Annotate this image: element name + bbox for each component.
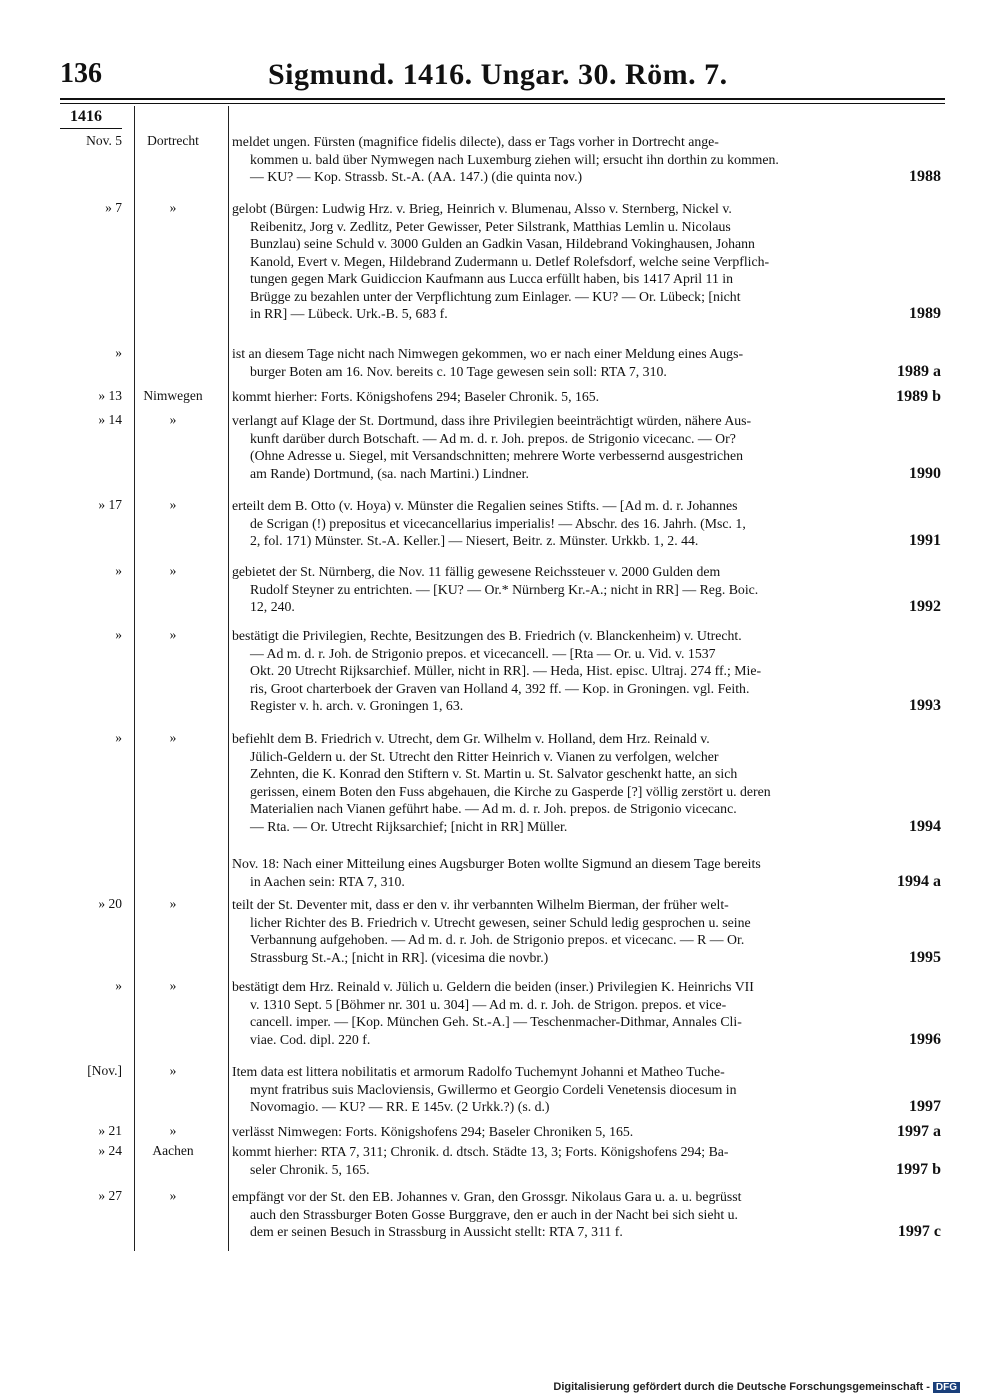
page-number: 136 (60, 58, 102, 89)
entry-line: de Scrigan (!) prepositus et vicecancellarius imperialis! — Abschr. des 16. Jahrh. (Msc. 1, (250, 515, 746, 531)
entry-place: » (169, 896, 177, 911)
entry-number: 1994 a (897, 872, 941, 890)
header-rule-thin (60, 103, 945, 104)
entry-date: » 14 (98, 412, 122, 427)
entry-place: » (169, 200, 177, 215)
entry-line: erteilt dem B. Otto (v. Hoya) v. Münster die Regalien seines Stifts. — [Ad m. d. r. Johannes (232, 498, 738, 513)
entry-number: 1997 b (896, 1160, 941, 1178)
entry-line: — KU? — Kop. Strassb. St.-A. (AA. 147.) (die quinta nov.) (250, 169, 583, 184)
entry-number: 1988 (909, 168, 941, 185)
entry-date: » 13 (98, 388, 122, 403)
entry-place: » (169, 1063, 177, 1078)
entry-line: Zehnten, die K. Konrad den Stiftern v. St. Martin u. St. Salvator geschenkt hatte, an sich (250, 766, 738, 781)
entry-line: Strassburg St.-A.; [nicht in RR]. (vicesima die novbr.) (250, 949, 549, 965)
entry-line: Reibenitz, Jorg v. Zedlitz, Peter Gewisser, Peter Silstrank, Matthias Lemlin u. Nicolaus (250, 218, 731, 234)
entry-text (232, 978, 941, 1048)
entry-line: gerissen, einem Boten den Fuss abgehauen, die Kirche zu Gasperde [?] völlig zerstört u. deren (250, 783, 771, 799)
entry-line: — Rta. — Or. Utrecht Rijksarchief; [nicht in RR] Müller. (250, 818, 568, 834)
entry-date: » (115, 978, 122, 993)
entry-line: licher Richter des B. Friedrich v. Utrecht gewesen, seiner Schuld ledig gesprochen u. seine (250, 914, 751, 930)
column-divider-date (134, 106, 135, 1251)
entry-number: 1995 (909, 948, 941, 966)
entry-place: » (169, 627, 177, 642)
entry-line: Novomagio. — KU? — RR. E 145v. (2 Urkk.?) (s. d.) (250, 1099, 550, 1114)
entry-line: auch den Strassburger Boten Gosse Burggrave, den er auch in der Nacht bei sich sieht u. (250, 1206, 738, 1222)
entry-line: teilt der St. Deventer mit, dass er den v. ihr verbannten Wilhelm Bierman, der früher welt- (232, 897, 729, 912)
entry-date: » 24 (98, 1143, 122, 1158)
entry-text (232, 1123, 941, 1141)
entry-line: (Ohne Adresse u. Siegel, mit Versandschnitten; mehrere Worte verbessernd ausgestrichen (250, 448, 744, 463)
entry-line: kunft darüber durch Botschaft. — Ad m. d. r. Joh. prepos. de Strigonio vicecanc. — Or? (250, 430, 736, 446)
entry-line: Nov. 18: Nach einer Mitteilung eines Augsburger Boten wollte Sigmund an diesem Tage bereits (232, 856, 761, 871)
entry-line: bestätigt dem Hrz. Reinald v. Jülich u. Geldern die beiden (inser.) Privilegien K. Heinrichs VII (232, 979, 754, 994)
header-rule (60, 98, 945, 100)
entry-date: » (115, 563, 122, 578)
entry-line: kommt hierher: Forts. Königshofens 294; Baseler Chronik. 5, 165. (232, 389, 600, 404)
entry-text (232, 1143, 941, 1178)
entry-line: in Aachen sein: RTA 7, 310. (250, 873, 405, 889)
entry-date: » (115, 730, 122, 745)
entry-line: Bunzlau) seine Schuld v. 3000 Gulden an Gadkin Vasan, Hildebrand Vokinghausen, Johann (250, 236, 755, 251)
entry-text (232, 627, 941, 715)
entry-line: v. 1310 Sept. 5 [Böhmer nr. 301 u. 304] — Ad m. d. r. Joh. de Strigon. prepos. et vice- (250, 996, 727, 1012)
entry-line: Register v. h. arch. v. Groningen 1, 63. (250, 698, 464, 713)
entry-line: ist an diesem Tage nicht nach Nimwegen gekommen, wo er nach einer Meldung eines Augs- (232, 346, 744, 361)
entry-text (232, 855, 941, 890)
entry-line: viae. Cod. dipl. 220 f. (250, 1031, 371, 1047)
entry-line: bestätigt die Privilegien, Rechte, Besitzungen des B. Friedrich (v. Blanckenheim) v. Utrecht. (232, 628, 742, 643)
entry-line: kommen u. bald über Nymwegen nach Luxemburg ziehen will; ersucht ihn dorthin zu kommen. (250, 151, 779, 167)
column-divider-place (228, 106, 229, 1251)
entry-line: mynt fratribus suis Macloviensis, Gwillermo et Georgio Cordeli Venetensis diocesum in (250, 1081, 737, 1097)
running-title: Sigmund. 1416. Ungar. 30. Röm. 7. (268, 58, 728, 91)
entry-text (232, 200, 941, 323)
entry-place: » (169, 563, 177, 578)
entry-number: 1990 (909, 464, 941, 482)
entry-date: [Nov.] (87, 1063, 122, 1078)
entry-number: 1997 (909, 1098, 941, 1115)
entry-line: Materialien nach Vianen geführt habe. — Ad m. d. r. Joh. prepos. de Strigonio vicecanc. (250, 801, 737, 816)
entry-date: » 7 (105, 200, 122, 215)
entry-date: » 21 (98, 1123, 122, 1138)
entry-date: » 20 (98, 896, 122, 911)
entry-line: cancell. imper. — [Kop. München Geh. St.-A.] — Teschenmacher-Dithmar, Annales Cli- (250, 1014, 742, 1029)
entry-place: » (169, 978, 177, 993)
entry-date: » 17 (98, 497, 122, 512)
entry-line: empfängt vor der St. den EB. Johannes v. Gran, den Grossgr. Nikolaus Gara u. a. u. begrüsst (232, 1189, 742, 1204)
entry-line: dem er seinen Besuch in Strassburg in Aussicht stellt: RTA 7, 311 f. (250, 1224, 623, 1239)
entry-number: 1994 (909, 817, 941, 835)
year-rule (60, 128, 122, 129)
year-heading: 1416 (70, 108, 102, 125)
entry-line: befiehlt dem B. Friedrich v. Utrecht, dem Gr. Wilhelm v. Holland, dem Hrz. Reinald v. (232, 731, 710, 746)
entry-place: » (169, 1188, 177, 1203)
page-header (60, 58, 945, 98)
entry-text (232, 563, 941, 616)
entry-line: Verbannung aufgehoben. — Ad m. d. r. Joh. de Strigonio prepos. et vicecanc. — R — Or. (250, 932, 745, 947)
entry-text (232, 388, 941, 406)
entry-date: Nov. 5 (86, 133, 122, 148)
entry-line: tungen gegen Mark Guidiccion Kaufmann aus Lucca erfüllt haben, bis 1417 April 11 in (250, 271, 734, 286)
entry-line: am Rande) Dortmund, (sa. nach Martini.) Lindner. (250, 465, 529, 481)
entry-line: in RR] — Lübeck. Urk.-B. 5, 683 f. (250, 306, 448, 321)
entry-place: Dortrecht (147, 133, 199, 148)
entry-place: » (169, 497, 177, 512)
entry-line: Okt. 20 Utrecht Rijksarchief. Müller, nicht in RR]. — Heda, Hist. episc. Ultraj. 274 ff.; Mie- (250, 663, 762, 678)
entry-text (232, 730, 941, 835)
entry-line: ris, Groot charterboek der Graven van Holland 4, 392 ff. — Kop. in Groningen. vgl. Feith. (250, 680, 750, 696)
entry-date: » (115, 345, 122, 360)
entry-line: Jülich-Geldern u. der St. Utrecht den Ritter Heinrich v. Vianen zu verfolgen, welcher (250, 748, 719, 764)
entry-number: 1997 a (897, 1123, 941, 1140)
entry-line: seler Chronik. 5, 165. (250, 1161, 370, 1177)
entry-text (232, 497, 941, 550)
entry-date: » (115, 627, 122, 642)
entry-line: Kanold, Evert v. Megen, Hildebrand Zudermann u. Detlef Rolefsdorf, welche seine Verpflich- (250, 253, 770, 269)
entry-line: Rudolf Steyner zu entrichten. — [KU? — Or.* Nürnberg Kr.-A.; nicht in RR] — Reg. Boic. (250, 581, 759, 597)
entry-number: 1997 c (897, 1223, 941, 1240)
entry-text (232, 1063, 941, 1116)
entry-line: meldet ungen. Fürsten (magnifice fidelis dilecte), dass er Tags vorher in Dortrecht ange- (232, 134, 719, 149)
credit-text: Digitalisierung gefördert durch die Deutsche Forschungsgemeinschaft - (553, 1381, 930, 1393)
entry-line: Brügge zu bezahlen unter der Verpflichtung zum Einlager. — KU? — Or. Lübeck; [nicht (250, 288, 741, 304)
digitization-credit (553, 1381, 960, 1393)
entry-text (232, 1188, 941, 1241)
entry-text (232, 133, 941, 186)
entry-number: 1992 (909, 598, 941, 615)
entry-number: 1989 a (897, 362, 941, 380)
entry-line: burger Boten am 16. Nov. bereits c. 10 Tage gewesen sein soll: RTA 7, 310. (250, 363, 667, 379)
entry-number: 1991 (909, 532, 941, 549)
entry-line: 12, 240. (250, 599, 295, 614)
entry-line: verlässt Nimwegen: Forts. Königshofens 294; Baseler Chroniken 5, 165. (232, 1124, 634, 1139)
entry-place: Aachen (152, 1143, 194, 1158)
entry-number: 1989 (909, 305, 941, 322)
entry-number: 1996 (909, 1030, 941, 1048)
entry-number: 1993 (909, 697, 941, 714)
entry-line: kommt hierher: RTA 7, 311; Chronik. d. dtsch. Städte 13, 3; Forts. Königshofens 294; Ba- (232, 1144, 729, 1159)
entry-text (232, 412, 941, 482)
entry-place: » (169, 730, 177, 745)
entry-line: gelobt (Bürgen: Ludwig Hrz. v. Brieg, Heinrich v. Blumenau, Alsso v. Sternberg, Nickel v. (232, 201, 732, 216)
entry-line: 2, fol. 171) Münster. St.-A. Keller.] — Niesert, Beitr. z. Münster. Urkkb. 1, 2. 44. (250, 533, 699, 548)
entry-line: Item data est littera nobilitatis et armorum Radolfo Tuchemynt Johanni et Matheo Tuche- (232, 1064, 725, 1079)
entry-date: » 27 (98, 1188, 122, 1203)
entry-text (232, 345, 941, 380)
entry-text (232, 896, 941, 966)
dfg-logo: DFG (933, 1382, 960, 1393)
entry-line: — Ad m. d. r. Joh. de Strigonio prepos. et vicecancell. — [Rta — Or. u. Vid. v. 1537 (250, 645, 716, 661)
entry-place: » (169, 1123, 177, 1138)
entry-line: verlangt auf Klage der St. Dortmund, dass ihre Privilegien beeinträchtigt würden, nähere Aus- (232, 413, 752, 428)
entry-place: Nimwegen (143, 388, 203, 403)
entry-line: gebietet der St. Nürnberg, die Nov. 11 fällig gewesene Reichssteuer v. 2000 Gulden dem (232, 564, 721, 579)
entry-place: » (169, 412, 177, 427)
entry-number: 1989 b (896, 388, 941, 405)
